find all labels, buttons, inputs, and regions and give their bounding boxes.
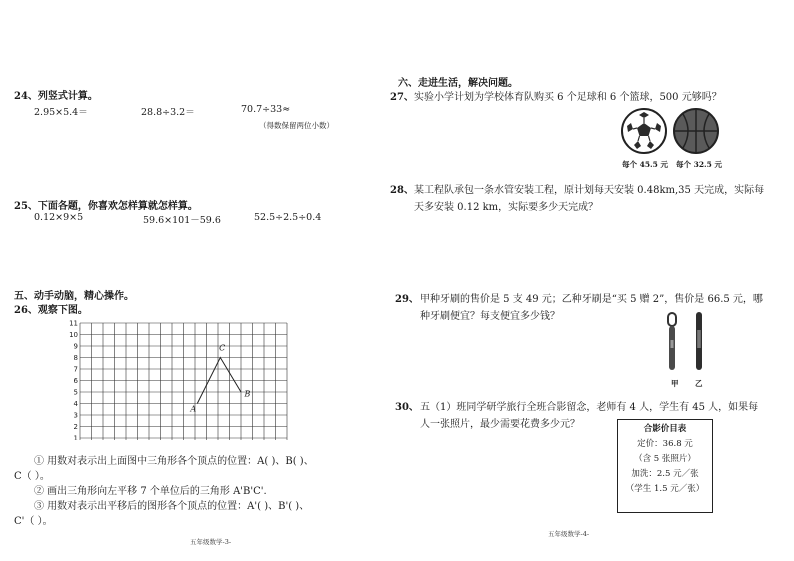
y-tick-label: 2: [73, 423, 78, 431]
q24-item-2: 28.8÷3.2＝: [141, 107, 195, 118]
vertex-label: C: [219, 343, 226, 353]
q26-line3b: C'（ ）。: [14, 516, 53, 527]
y-tick-label: 9: [73, 342, 78, 351]
y-tick-label: 10: [69, 331, 78, 339]
q30-line1: 五（1）班同学研学旅行全班合影留念，老师有 4 人，学生有 45 人，如果每: [420, 402, 759, 413]
grid-svg: [66, 320, 296, 440]
q28-line2: 天多安装 0.12 km，实际要多少天完成？: [414, 202, 599, 213]
basketball-lines-icon: [675, 110, 717, 152]
vertex-label: B: [244, 389, 251, 399]
basketball-price: 每个 32.5 元: [676, 160, 722, 169]
price-table-extra: 加洗：2.5 元／张: [631, 469, 699, 479]
q29-num: 29、: [395, 294, 419, 305]
q25-item-3: 52.5÷2.5÷0.4: [254, 212, 322, 223]
q29-line2: 种牙刷便宜？每支便宜多少钱？: [420, 311, 560, 322]
q24-item-3: 70.7÷33≈: [241, 104, 291, 115]
soccer-price: 每个 45.5 元: [622, 160, 668, 169]
y-tick-label: 11: [69, 320, 78, 328]
q30-line2: 人一张照片，最少需要花费多少元？: [420, 419, 580, 430]
coordinate-grid: [66, 320, 296, 440]
q26-line1b: C（ ）。: [14, 471, 50, 482]
soccer-ball-icon: [621, 108, 667, 154]
q26-line1: ① 用数对表示出上面图中三角形各个顶点的位置：A( )、B( )、: [34, 456, 314, 467]
q28-num: 28、: [390, 185, 414, 196]
y-tick-label: 1: [73, 434, 78, 440]
price-table-title: 合影价目表: [643, 424, 687, 434]
price-table: [617, 419, 713, 513]
q24-item-1: 2.95×5.4＝: [34, 107, 88, 118]
soccer-pattern-icon: [623, 110, 665, 152]
q24-title: 24、列竖式计算。: [14, 91, 98, 102]
section5-heading: 五、动手动脑，精心操作。: [14, 291, 134, 302]
q25-item-2: 59.6×101－59.6: [143, 215, 221, 226]
q26-title: 26、观察下图。: [14, 305, 88, 316]
toothbrush-label-b: 乙: [695, 379, 703, 388]
q25-title: 25、下面各题，你喜欢怎样算就怎样算。: [14, 201, 198, 212]
section6-heading: 六、走进生活，解决问题。: [398, 78, 518, 89]
y-tick-label: 5: [73, 388, 78, 397]
right-footer: 五年级数学-4-: [548, 530, 590, 538]
price-table-fixed: 定价：36.8 元: [637, 439, 693, 449]
q24-note: （得数保留两位小数）: [259, 121, 334, 130]
q27-text: 实验小学计划为学校体育队购买 6 个足球和 6 个篮球，500 元够吗？: [414, 92, 722, 103]
q30-num: 30、: [395, 402, 419, 413]
basketball-icon: [673, 108, 719, 154]
y-tick-label: 8: [73, 354, 78, 362]
q27-num: 27、: [390, 92, 414, 103]
q25-item-1: 0.12×9×5: [34, 212, 84, 223]
price-table-fixed-note: （含 5 张照片）: [634, 454, 696, 464]
toothbrush-label-a: 甲: [671, 379, 679, 388]
left-footer: 五年级数学-3-: [190, 538, 232, 546]
y-tick-label: 3: [73, 411, 78, 420]
y-tick-label: 7: [73, 365, 78, 374]
q26-line3: ③ 用数对表示出平移后的图形各个顶点的位置：A'( )、B'( )、: [34, 501, 310, 512]
q28-line1: 某工程队承包一条水管安装工程，原计划每天安装 0.48km,35 天完成，实际每: [414, 185, 765, 196]
y-tick-label: 6: [73, 377, 78, 385]
toothbrush-icon: [658, 310, 718, 372]
y-tick-label: 4: [73, 400, 78, 408]
price-table-student: （学生 1.5 元／张）: [625, 484, 705, 494]
vertex-label: A: [190, 404, 197, 414]
q26-line2: ② 画出三角形向左平移 7 个单位后的三角形 A'B'C'.: [34, 486, 267, 497]
q29-line1: 甲种牙刷的售价是 5 支 49 元；乙种牙刷是“买 5 赠 2”，售价是 66.5 元，哪: [420, 294, 763, 305]
